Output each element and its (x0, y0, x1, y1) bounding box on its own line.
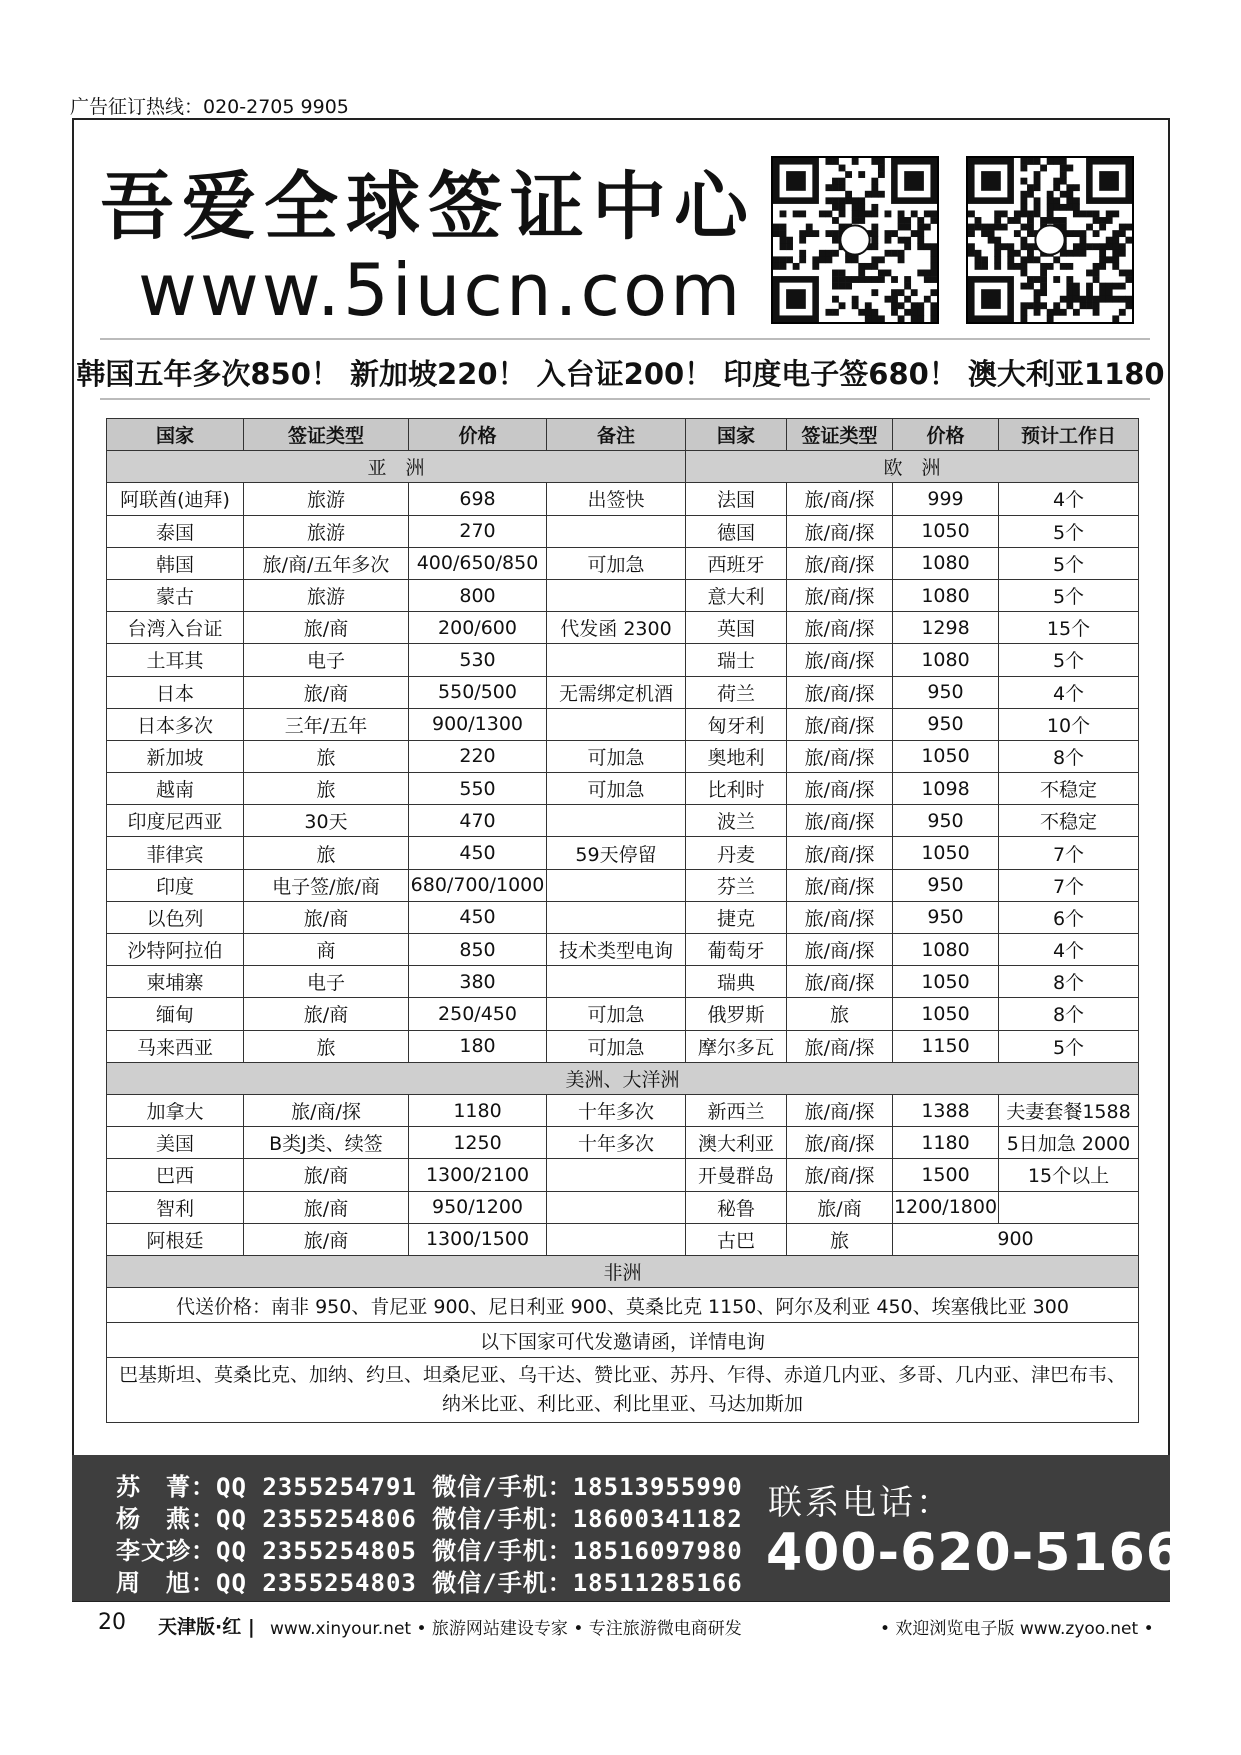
table-cell: 德国 (686, 515, 787, 547)
table-cell: 旅游 (244, 483, 409, 515)
table-cell: 智利 (107, 1191, 244, 1223)
table-row (107, 998, 1139, 1030)
contact-person: 杨 燕：QQ 2355254806 微信/手机：18600341182 (116, 1505, 743, 1533)
col-header: 国家 (107, 419, 244, 451)
invite-countries-row (107, 1358, 1139, 1423)
table-cell: 400/650/850 (409, 547, 547, 579)
table-cell: 8个 (999, 740, 1139, 772)
table-cell (999, 1191, 1139, 1223)
table-cell: 10个 (999, 708, 1139, 740)
table-cell: 220 (409, 740, 547, 772)
table-cell: 270 (409, 515, 547, 547)
table-cell: 法国 (686, 483, 787, 515)
table-cell: 芬兰 (686, 869, 787, 901)
table-cell: 5日加急 2000 (999, 1127, 1139, 1159)
table-cell: 950 (893, 901, 999, 933)
table-row (107, 676, 1139, 708)
region-band-row (107, 1062, 1139, 1094)
table-cell: 1080 (893, 579, 999, 611)
table-cell: 30天 (244, 805, 409, 837)
table-cell: 夫妻套餐1588 (999, 1094, 1139, 1126)
africa-prices: 代送价格：南非 950、肯尼亚 900、尼日利亚 900、莫桑比克 1150、阿尔及利亚 450、埃塞俄比亚 300 (107, 1288, 1139, 1323)
table-cell: 999 (893, 483, 999, 515)
table-cell: 1200/1800 (893, 1191, 999, 1223)
table-cell: 古巴 (686, 1223, 787, 1255)
table-cell: 日本多次 (107, 708, 244, 740)
table-cell: 旅/商/探 (787, 869, 893, 901)
table-cell: 550/500 (409, 676, 547, 708)
table-cell: 巴西 (107, 1159, 244, 1191)
page-number: 20 (98, 1610, 126, 1635)
table-cell: 15个以上 (999, 1159, 1139, 1191)
table-cell: 奥地利 (686, 740, 787, 772)
table-cell: 旅/商 (244, 1159, 409, 1191)
table-cell: 4个 (999, 483, 1139, 515)
table-cell: 4个 (999, 934, 1139, 966)
table-cell (547, 708, 686, 740)
table-cell: 5个 (999, 579, 1139, 611)
invite-label-row (107, 1323, 1139, 1358)
table-cell: 新加坡 (107, 740, 244, 772)
table-cell (547, 966, 686, 998)
table-cell: 950 (893, 708, 999, 740)
table-cell: 瑞士 (686, 644, 787, 676)
table-cell: 柬埔寨 (107, 966, 244, 998)
region-band-row (107, 1255, 1139, 1287)
table-cell: 5个 (999, 644, 1139, 676)
edition-label: 天津版·红 | (158, 1616, 255, 1638)
table-cell: 越南 (107, 773, 244, 805)
table-cell: 6个 (999, 901, 1139, 933)
table-cell: 200/600 (409, 612, 547, 644)
table-cell: 土耳其 (107, 644, 244, 676)
table-cell: 阿根廷 (107, 1223, 244, 1255)
table-cell: 旅/商/探 (244, 1094, 409, 1126)
website-url[interactable]: www.5iucn.com (138, 248, 744, 332)
table-cell: 丹麦 (686, 837, 787, 869)
table-row (107, 1159, 1139, 1191)
col-header: 价格 (893, 419, 999, 451)
table-cell (547, 901, 686, 933)
table-cell: 旅 (244, 740, 409, 772)
table-cell: 不稳定 (999, 805, 1139, 837)
table-cell: 8个 (999, 966, 1139, 998)
table-cell: 1150 (893, 1030, 999, 1062)
col-header: 价格 (409, 419, 547, 451)
table-cell (547, 644, 686, 676)
table-cell: 旅/商 (244, 1191, 409, 1223)
table-cell: 1298 (893, 612, 999, 644)
weibo-qr-code (771, 156, 939, 324)
table-row (107, 1094, 1139, 1126)
table-cell: 950 (893, 676, 999, 708)
table-row (107, 837, 1139, 869)
table-cell: 比利时 (686, 773, 787, 805)
table-cell: 1080 (893, 644, 999, 676)
table-cell: 日本 (107, 676, 244, 708)
table-cell: 马来西亚 (107, 1030, 244, 1062)
table-cell: 250/450 (409, 998, 547, 1030)
table-cell: 旅/商/探 (787, 708, 893, 740)
table-cell: 旅/商/探 (787, 1159, 893, 1191)
table-cell: 秘鲁 (686, 1191, 787, 1223)
table-cell: 698 (409, 483, 547, 515)
divider (100, 338, 1150, 340)
table-cell: 韩国 (107, 547, 244, 579)
table-row (107, 1191, 1139, 1223)
table-cell: 旅/商/探 (787, 612, 893, 644)
table-row (107, 1127, 1139, 1159)
table-cell (547, 515, 686, 547)
table-cell: 旅/商/探 (787, 740, 893, 772)
table-row (107, 773, 1139, 805)
table-cell: 旅 (787, 998, 893, 1030)
contact-person: 周 旭：QQ 2355254803 微信/手机：18511285166 (116, 1569, 743, 1597)
table-cell: 450 (409, 901, 547, 933)
table-row (107, 966, 1139, 998)
footer-right: • 欢迎浏览电子版 www.zyoo.net • (880, 1619, 1154, 1639)
table-cell: 1050 (893, 740, 999, 772)
table-cell: 旅/商/探 (787, 547, 893, 579)
table-cell: 不稳定 (999, 773, 1139, 805)
table-cell: 旅/商/探 (787, 1094, 893, 1126)
table-cell: 沙特阿拉伯 (107, 934, 244, 966)
table-row (107, 483, 1139, 515)
table-cell: 加拿大 (107, 1094, 244, 1126)
table-cell: 旅/商/探 (787, 805, 893, 837)
table-cell: 瑞典 (686, 966, 787, 998)
table-cell: 葡萄牙 (686, 934, 787, 966)
table-cell: 800 (409, 579, 547, 611)
table-cell: 1050 (893, 998, 999, 1030)
table-cell: 旅/商/探 (787, 901, 893, 933)
table-header-row (107, 419, 1139, 451)
divider (100, 398, 1150, 400)
table-cell: 新西兰 (686, 1094, 787, 1126)
table-cell: 4个 (999, 676, 1139, 708)
table-cell (547, 1159, 686, 1191)
table-cell: 470 (409, 805, 547, 837)
table-cell: 出签快 (547, 483, 686, 515)
table-cell: 旅/商/探 (787, 934, 893, 966)
table-cell (547, 1191, 686, 1223)
phone-label: 联系电话： (768, 1483, 953, 1523)
table-cell: 缅甸 (107, 998, 244, 1030)
table-cell: 旅/商/探 (787, 1030, 893, 1062)
region-label-asia: 亚 洲 (107, 451, 686, 483)
table-cell: 180 (409, 1030, 547, 1062)
table-cell: 1300/1500 (409, 1223, 547, 1255)
table-cell: 5个 (999, 1030, 1139, 1062)
table-cell: 950 (893, 805, 999, 837)
region-label-europe: 欧 洲 (686, 451, 1139, 483)
table-row (107, 644, 1139, 676)
table-cell: 旅/商/探 (787, 773, 893, 805)
table-cell: 印度尼西亚 (107, 805, 244, 837)
table-cell: 可加急 (547, 740, 686, 772)
table-cell: 旅/商/探 (787, 676, 893, 708)
table-cell: 旅/商/探 (787, 579, 893, 611)
table-cell: 59天停留 (547, 837, 686, 869)
table-cell: 开曼群岛 (686, 1159, 787, 1191)
table-row (107, 1030, 1139, 1062)
table-cell: 以色列 (107, 901, 244, 933)
promo-banner: 韩国五年多次850！ 新加坡220！ 入台证200！ 印度电子签680！ 澳大利亚1180 (76, 357, 1165, 391)
table-cell: 900/1300 (409, 708, 547, 740)
contact-panel (72, 1455, 1183, 1601)
table-cell: 旅/商/探 (787, 515, 893, 547)
table-cell: 5个 (999, 515, 1139, 547)
visa-price-table (106, 418, 1139, 1423)
table-cell: 950 (893, 869, 999, 901)
table-cell: 8个 (999, 998, 1139, 1030)
contact-person: 李文珍：QQ 2355254805 微信/手机：18516097980 (116, 1537, 743, 1565)
table-row (107, 869, 1139, 901)
table-cell: 印度 (107, 869, 244, 901)
table-cell: 代发函 2300 (547, 612, 686, 644)
table-row (107, 515, 1139, 547)
col-header: 备注 (547, 419, 686, 451)
table-cell: 旅/商 (787, 1191, 893, 1223)
wechat-qr-code (966, 156, 1134, 324)
col-header: 签证类型 (244, 419, 409, 451)
table-cell: 十年多次 (547, 1094, 686, 1126)
table-cell: 捷克 (686, 901, 787, 933)
table-row (107, 901, 1139, 933)
table-cell: 旅游 (244, 579, 409, 611)
table-cell (547, 869, 686, 901)
table-cell: 可加急 (547, 998, 686, 1030)
table-cell: 十年多次 (547, 1127, 686, 1159)
table-cell: 旅/商/五年多次 (244, 547, 409, 579)
table-cell: 可加急 (547, 773, 686, 805)
table-cell: 澳大利亚 (686, 1127, 787, 1159)
table-cell: 旅/商 (244, 676, 409, 708)
table-cell: 1300/2100 (409, 1159, 547, 1191)
table-cell: 1180 (893, 1127, 999, 1159)
table-cell: 旅/商/探 (787, 1127, 893, 1159)
table-row (107, 708, 1139, 740)
table-cell: 1050 (893, 966, 999, 998)
table-cell (547, 579, 686, 611)
table-row (107, 547, 1139, 579)
table-cell: 旅 (787, 1223, 893, 1255)
table-cell: 1098 (893, 773, 999, 805)
table-cell: 菲律宾 (107, 837, 244, 869)
invite-label: 以下国家可代发邀请函，详情电询 (107, 1323, 1139, 1358)
region-band-row (107, 451, 1139, 483)
table-cell: 旅/商/探 (787, 837, 893, 869)
table-cell: 旅 (244, 773, 409, 805)
table-cell: 5个 (999, 547, 1139, 579)
table-cell: 阿联酋(迪拜) (107, 483, 244, 515)
table-cell: 旅/商 (244, 612, 409, 644)
table-cell: 旅/商/探 (787, 966, 893, 998)
table-cell: 旅/商 (244, 1223, 409, 1255)
col-header: 国家 (686, 419, 787, 451)
table-cell: 7个 (999, 869, 1139, 901)
table-cell: 1080 (893, 547, 999, 579)
table-cell: 技术类型电询 (547, 934, 686, 966)
table-cell: 匈牙利 (686, 708, 787, 740)
table-cell: 550 (409, 773, 547, 805)
table-cell: 可加急 (547, 1030, 686, 1062)
invite-countries: 巴基斯坦、莫桑比克、加纳、约旦、坦桑尼亚、乌干达、赞比亚、苏丹、乍得、赤道几内亚、多哥、几内亚、津巴布韦、纳米比亚、利比亚、利比里亚、马达加斯加 (107, 1358, 1139, 1423)
table-cell: 商 (244, 934, 409, 966)
table-cell: 旅 (244, 1030, 409, 1062)
table-row (107, 1223, 1139, 1255)
table-row (107, 805, 1139, 837)
table-cell: 美国 (107, 1127, 244, 1159)
table-cell: 可加急 (547, 547, 686, 579)
page-title: 吾爱全球签证中心 (100, 164, 756, 250)
table-cell: 1050 (893, 837, 999, 869)
table-cell: 无需绑定机酒 (547, 676, 686, 708)
col-header: 签证类型 (787, 419, 893, 451)
table-row (107, 579, 1139, 611)
table-cell: 俄罗斯 (686, 998, 787, 1030)
table-cell: 1050 (893, 515, 999, 547)
ad-hotline: 广告征订热线：020-2705 9905 (70, 96, 349, 118)
table-cell: 电子 (244, 644, 409, 676)
region-label-africa: 非洲 (107, 1255, 1139, 1287)
table-cell: 1180 (409, 1094, 547, 1126)
table-cell: 7个 (999, 837, 1139, 869)
contact-person: 苏 菁：QQ 2355254791 微信/手机：18513955990 (116, 1473, 743, 1501)
table-cell: 旅游 (244, 515, 409, 547)
table-cell: 摩尔多瓦 (686, 1030, 787, 1062)
table-cell: 1080 (893, 934, 999, 966)
table-cell: 900 (893, 1223, 1139, 1255)
table-cell: 1250 (409, 1127, 547, 1159)
table-row (107, 934, 1139, 966)
region-label-america: 美洲、大洋洲 (107, 1062, 1139, 1094)
table-cell: 530 (409, 644, 547, 676)
table-cell: 1500 (893, 1159, 999, 1191)
table-cell: 波兰 (686, 805, 787, 837)
table-cell: 380 (409, 966, 547, 998)
table-cell (547, 1223, 686, 1255)
table-cell: 三年/五年 (244, 708, 409, 740)
africa-price-row (107, 1288, 1139, 1323)
table-cell: 英国 (686, 612, 787, 644)
footer-left: www.xinyour.net • 旅游网站建设专家 • 专注旅游微电商研发 (270, 1619, 742, 1639)
table-cell: 荷兰 (686, 676, 787, 708)
table-row (107, 740, 1139, 772)
table-cell: 950/1200 (409, 1191, 547, 1223)
table-cell (547, 805, 686, 837)
table-cell: 1388 (893, 1094, 999, 1126)
table-cell: 450 (409, 837, 547, 869)
table-cell: 旅/商/探 (787, 644, 893, 676)
table-cell: B类J类、续签 (244, 1127, 409, 1159)
table-cell: 泰国 (107, 515, 244, 547)
table-cell: 旅/商 (244, 998, 409, 1030)
table-cell: 西班牙 (686, 547, 787, 579)
table-cell: 电子签/旅/商 (244, 869, 409, 901)
table-cell: 电子 (244, 966, 409, 998)
table-cell: 15个 (999, 612, 1139, 644)
table-cell: 蒙古 (107, 579, 244, 611)
table-cell: 680/700/1000 (409, 869, 547, 901)
phone-number: 400-620-5166 (766, 1523, 1183, 1583)
table-cell: 旅/商/探 (787, 483, 893, 515)
table-cell: 台湾入台证 (107, 612, 244, 644)
table-cell: 旅 (244, 837, 409, 869)
table-cell: 850 (409, 934, 547, 966)
col-header: 预计工作日 (999, 419, 1139, 451)
table-row (107, 612, 1139, 644)
table-cell: 旅/商 (244, 901, 409, 933)
table-cell: 意大利 (686, 579, 787, 611)
